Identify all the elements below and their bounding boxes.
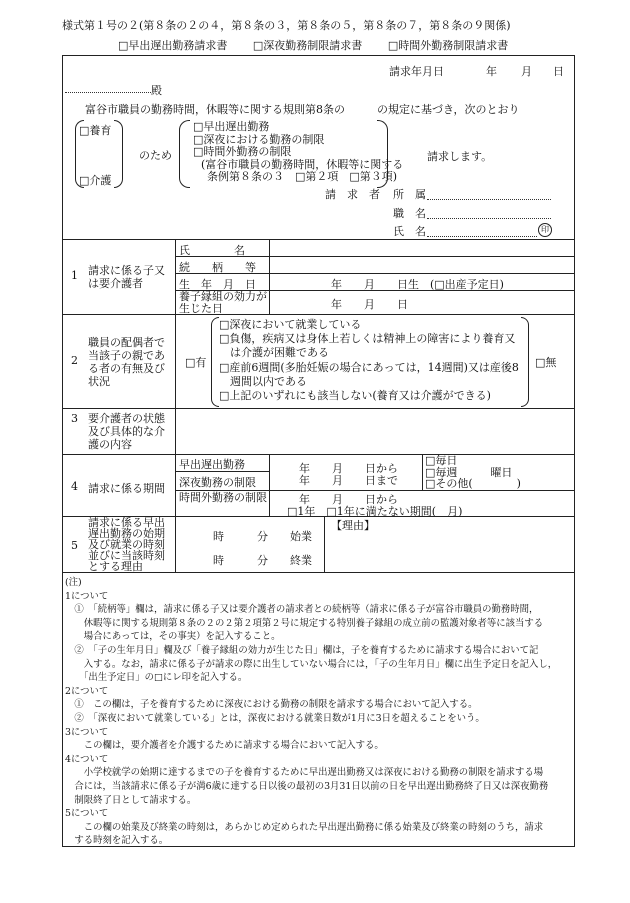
date-day: 日	[553, 65, 564, 78]
check-child-care[interactable]: □養育	[79, 124, 112, 137]
for-purpose: のため	[139, 149, 172, 162]
check-family-care[interactable]: □介護	[79, 174, 112, 187]
note-line: ① 「続柄等」欄は，請求に係る子又は要介護者の請求者との続柄等（請求に係る子が富谷市職員の勤務時間，	[65, 604, 539, 616]
position-label: 職 名	[393, 207, 426, 220]
section-2-title: 職員の配偶者で当該子の親である者の有無及び状況	[88, 336, 165, 388]
check-spouse-yes[interactable]: □有	[185, 356, 207, 369]
row-adoption-date: 養子縁組の効力が生じた日	[179, 290, 267, 315]
row-birthdate: 生 年 月 日	[179, 278, 256, 291]
status-night-work[interactable]: □深夜において就業している	[219, 318, 362, 331]
freq-weekly[interactable]: □毎週 曜日	[425, 465, 513, 479]
col-divider	[175, 314, 176, 408]
addressee-suffix: 殿	[151, 84, 162, 97]
note-line: ② 「子の生年月日」欄及び「養子縁組の効力が生じた日」欄は，子を養育するために請求する場合において記	[65, 644, 539, 656]
status-maternity-cont: 週間以内である	[219, 374, 307, 388]
check-early-late[interactable]: □早出遅出勤務請求書	[118, 39, 228, 52]
spouse-status-list[interactable]	[219, 318, 519, 403]
divider	[63, 572, 574, 573]
section-1-number: 1	[71, 269, 78, 282]
form-type-checks[interactable]	[118, 37, 530, 53]
overtime-from[interactable]: 年 月 日から	[299, 493, 398, 506]
note-line: この欄は，要介護者を介護するために請求する場合において記入する。	[65, 740, 384, 752]
col-divider	[269, 239, 270, 314]
section-4-title: 請求に係る期間	[88, 482, 165, 495]
note-line: (注)	[65, 577, 82, 588]
option-note-a: (富谷市職員の勤務時間，休暇等に関する	[201, 157, 404, 171]
note-line: ② 「深夜において就業している」とは，深夜における就業日数が1月に3日を超えることをいう。	[65, 712, 485, 724]
col-divider	[175, 516, 176, 572]
period-early-late: 早出遅出勤務	[179, 458, 245, 471]
col-divider	[269, 454, 270, 516]
option-note-b[interactable]: 条例第８条の３ □第２項 □第３項)	[207, 170, 398, 183]
note-line: 1について	[65, 590, 109, 602]
divider	[63, 239, 574, 240]
end-time[interactable]: 時 分 終業	[213, 554, 312, 567]
affiliation-label: 所 属	[393, 188, 426, 201]
divider	[63, 314, 574, 315]
reason-label: 【理由】	[331, 519, 375, 532]
divider	[63, 408, 574, 409]
note-line: 場合にあっては，その事実）を記入すること。	[65, 631, 281, 643]
section-1-title: 請求に係る子又は要介護者	[88, 264, 165, 290]
period-from[interactable]: 年 月 日から	[299, 462, 398, 475]
notes	[65, 576, 557, 848]
period-overtime-limit: 時間外勤務の制限	[179, 491, 267, 504]
request-date-label: 請求年月日	[389, 65, 444, 78]
date-year: 年	[486, 65, 497, 78]
note-line: 休暇等に関する規則第８条の２の２第２項第２号に規定する特別養子縁組の成立前の監護対象者等に該当する	[65, 617, 544, 629]
period-night-limit: 深夜勤務の制限	[179, 476, 256, 489]
col-divider	[175, 454, 176, 516]
status-illness-cont: は介護が困難である	[219, 346, 329, 360]
note-line: 合には，当該請求に係る子が満6歳に達する日以後の最初の3月31日以前の日を早出遅出勤務終了日又は深夜勤務	[65, 780, 549, 792]
status-illness[interactable]: □負傷，疾病又は身体上若しくは精神上の障害により養育又	[219, 332, 516, 346]
status-maternity[interactable]: □産前6週間(多胎妊娠の場合にあっては，14週間)又は産後8	[219, 360, 519, 374]
freq-daily[interactable]: □毎日	[425, 454, 458, 467]
note-line: 制限終了日として請求する。	[65, 794, 197, 806]
col-divider	[422, 454, 423, 490]
option-early-late[interactable]: □早出遅出勤務	[193, 120, 270, 133]
section-4-number: 4	[71, 480, 78, 493]
note-line: 入する。なお，請求に係る子が請求の際に出生していない場合には，「子の生年月日」欄に出生予定日を記入し，	[65, 658, 558, 670]
form-number: 様式第１号の２(第８条の２の４，第８条の３，第８条の５，第８条の７，第８条の９関係)	[62, 19, 511, 32]
basis-sentence-b: の規定に基づき，次のとおり	[377, 103, 520, 116]
note-line: 4について	[65, 753, 109, 765]
check-overtime-limit[interactable]: □時間外勤務制限請求書	[387, 39, 509, 52]
seal-mark: 印	[538, 223, 552, 237]
note-line: 2について	[65, 685, 109, 697]
row-name: 氏 名	[179, 244, 245, 257]
brace-right-c	[521, 317, 529, 407]
request-statement: 請求します。	[427, 150, 493, 163]
brace-right-a	[114, 120, 123, 188]
row-relation: 続 柄 等	[179, 261, 256, 274]
brace-left-b	[179, 120, 190, 188]
request-options[interactable]	[193, 121, 403, 184]
birthdate-field[interactable]: 年 月 日生 (□出産予定日)	[331, 278, 504, 291]
basis-sentence-a: 富谷市職員の勤務時間，休暇等に関する規則第8条の	[85, 103, 345, 116]
affiliation-field[interactable]	[427, 199, 551, 200]
note-line: 5について	[65, 808, 109, 820]
section-3-title: 要介護者の状態及び具体的な介護の内容	[88, 412, 165, 451]
note-line: この欄の始業及び終業の時刻は，あらかじめ定められた早出遅出勤務に係る始業及び終業の時刻のうち，請求	[65, 821, 544, 833]
section-5-number: 5	[71, 539, 78, 552]
col-divider	[324, 516, 325, 572]
date-month: 月	[521, 65, 532, 78]
option-overtime-limit[interactable]: □時間外勤務の制限	[193, 145, 292, 158]
col-divider	[175, 239, 176, 314]
note-line: 小学校就学の始期に達するまでの子を養育するために早出遅出勤務又は深夜における勤務の制限を請求する場	[65, 767, 544, 779]
addressee-line[interactable]	[65, 92, 151, 93]
check-night-limit[interactable]: □深夜勤務制限請求書	[252, 39, 363, 52]
note-line: ① この欄は，子を養育するために深夜における勤務の制限を請求する場合において記入する。	[65, 699, 478, 711]
freq-other[interactable]: □その他( )	[425, 477, 521, 490]
adoption-date-field[interactable]: 年 月 日	[331, 298, 408, 311]
start-time[interactable]: 時 分 始業	[213, 530, 312, 543]
position-field[interactable]	[427, 218, 551, 219]
note-line: 「出生予定日」の□にレ印を記入する。	[65, 672, 248, 684]
note-line: する時刻を記入する。	[65, 835, 169, 847]
frequency-options[interactable]	[425, 455, 521, 490]
name-field[interactable]	[427, 236, 537, 237]
check-spouse-no[interactable]: □無	[535, 356, 557, 369]
note-line: 3について	[65, 726, 109, 738]
section-3-number: 3	[71, 412, 78, 425]
overtime-period[interactable]: □1年 □1年に満たない期間( 月)	[287, 505, 463, 518]
section-2-number: 2	[71, 354, 78, 367]
name-label: 氏 名	[393, 225, 426, 238]
col-divider	[175, 408, 176, 454]
option-night-limit[interactable]: □深夜における勤務の制限	[193, 132, 325, 146]
request-form	[62, 55, 575, 847]
status-none[interactable]: □上記のいずれにも該当しない(養育又は介護ができる)	[219, 389, 491, 403]
requester-label: 請 求 者	[325, 188, 380, 201]
period-to[interactable]: 年 月 日まで	[299, 474, 398, 487]
section-5-title: 請求に係る早出遅出勤務の始期及び就業の時刻並びに当該時刻とする理由	[88, 516, 165, 573]
brace-left-c	[211, 317, 219, 407]
